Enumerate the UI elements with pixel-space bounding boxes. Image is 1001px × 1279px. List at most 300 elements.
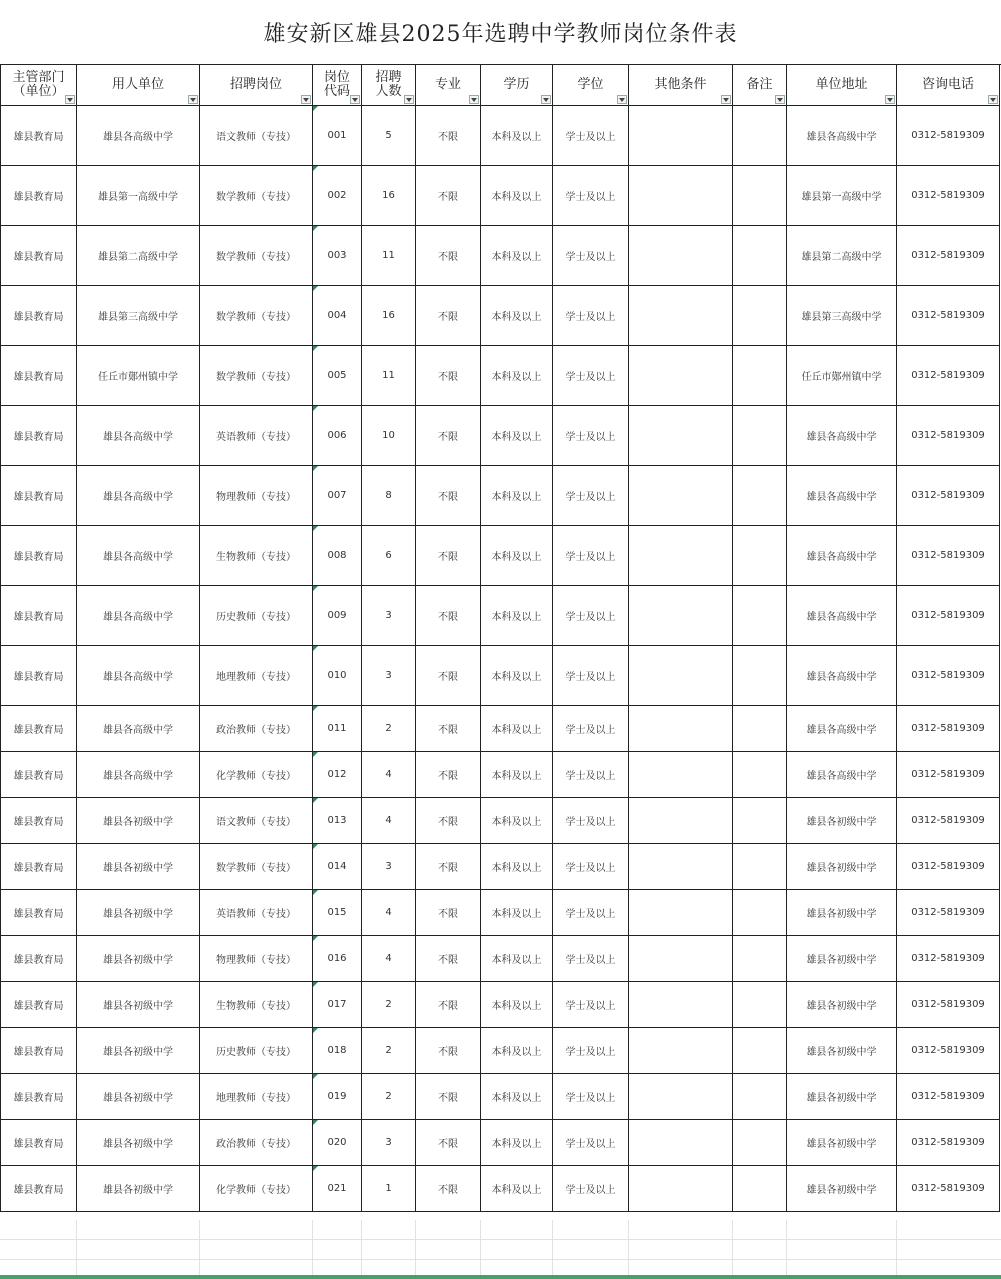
cell-edu[interactable]: 本科及以上	[481, 706, 553, 752]
cell-note[interactable]	[733, 982, 787, 1028]
filter-dropdown-icon[interactable]	[65, 95, 75, 104]
cell-phone[interactable]: 0312-5819309	[897, 1120, 1000, 1166]
cell-unit[interactable]: 雄县第二高级中学	[77, 226, 200, 286]
cell-phone[interactable]: 0312-5819309	[897, 706, 1000, 752]
cell-degree[interactable]: 学士及以上	[553, 406, 629, 466]
cell-comment-marker-icon	[313, 1166, 318, 1171]
cell-unit[interactable]: 雄县第一高级中学	[77, 166, 200, 226]
cell-post[interactable]: 历史教师（专技）	[200, 586, 313, 646]
cell-num[interactable]: 2	[362, 1074, 416, 1120]
cell-dept[interactable]: 雄县教育局	[1, 646, 77, 706]
cell-other[interactable]	[629, 346, 733, 406]
cell-edu[interactable]: 本科及以上	[481, 1074, 553, 1120]
cell-post[interactable]: 数学教师（专技）	[200, 844, 313, 890]
cell-major[interactable]: 不限	[416, 226, 481, 286]
header-addr[interactable]	[787, 65, 897, 106]
cell-post[interactable]: 政治教师（专技）	[200, 1120, 313, 1166]
cell-unit[interactable]: 雄县各高级中学	[77, 526, 200, 586]
cell-note[interactable]	[733, 1120, 787, 1166]
cell-unit[interactable]: 雄县各初级中学	[77, 1074, 200, 1120]
cell-addr[interactable]: 任丘市鄚州镇中学	[787, 346, 897, 406]
cell-phone[interactable]: 0312-5819309	[897, 752, 1000, 798]
filter-dropdown-icon[interactable]	[541, 95, 551, 104]
cell-phone[interactable]: 0312-5819309	[897, 890, 1000, 936]
cell-major[interactable]: 不限	[416, 346, 481, 406]
cell-dept[interactable]: 雄县教育局	[1, 982, 77, 1028]
cell-note[interactable]	[733, 936, 787, 982]
cell-other[interactable]	[629, 1028, 733, 1074]
cell-phone[interactable]: 0312-5819309	[897, 982, 1000, 1028]
cell-other[interactable]	[629, 890, 733, 936]
cell-note[interactable]	[733, 286, 787, 346]
cell-code[interactable]	[313, 1166, 362, 1212]
cell-edu[interactable]: 本科及以上	[481, 346, 553, 406]
cell-major[interactable]: 不限	[416, 166, 481, 226]
cell-phone[interactable]: 0312-5819309	[897, 406, 1000, 466]
cell-degree[interactable]: 学士及以上	[553, 466, 629, 526]
cell-major[interactable]: 不限	[416, 106, 481, 166]
cell-code[interactable]	[313, 982, 362, 1028]
header-label: 学历	[503, 77, 530, 92]
cell-code[interactable]	[313, 936, 362, 982]
cell-num[interactable]: 16	[362, 286, 416, 346]
cell-degree[interactable]: 学士及以上	[553, 982, 629, 1028]
cell-note[interactable]	[733, 844, 787, 890]
cell-addr[interactable]: 雄县各高级中学	[787, 526, 897, 586]
cell-comment-marker-icon	[313, 1074, 318, 1079]
cell-code[interactable]	[313, 1074, 362, 1120]
header-note[interactable]	[733, 65, 787, 106]
cell-note[interactable]	[733, 752, 787, 798]
cell-degree[interactable]: 学士及以上	[553, 226, 629, 286]
cell-dept[interactable]: 雄县教育局	[1, 346, 77, 406]
cell-major[interactable]: 不限	[416, 982, 481, 1028]
cell-addr[interactable]: 雄县各初级中学	[787, 844, 897, 890]
cell-unit[interactable]: 雄县各高级中学	[77, 586, 200, 646]
cell-addr[interactable]: 雄县各初级中学	[787, 890, 897, 936]
cell-post[interactable]: 政治教师（专技）	[200, 706, 313, 752]
page-title: 雄安新区雄县2025年选聘中学教师岗位条件表	[0, 0, 1001, 65]
cell-post[interactable]: 历史教师（专技）	[200, 1028, 313, 1074]
cell-phone[interactable]: 0312-5819309	[897, 1028, 1000, 1074]
cell-code[interactable]	[313, 346, 362, 406]
cell-other[interactable]	[629, 936, 733, 982]
cell-other[interactable]	[629, 166, 733, 226]
filter-dropdown-icon[interactable]	[469, 95, 479, 104]
cell-major[interactable]: 不限	[416, 526, 481, 586]
cell-degree[interactable]: 学士及以上	[553, 890, 629, 936]
cell-edu[interactable]: 本科及以上	[481, 890, 553, 936]
table-row	[1, 646, 1000, 706]
cell-num[interactable]: 11	[362, 346, 416, 406]
gridline	[552, 1220, 553, 1279]
cell-phone[interactable]: 0312-5819309	[897, 286, 1000, 346]
cell-code[interactable]	[313, 526, 362, 586]
cell-addr[interactable]: 雄县各初级中学	[787, 1028, 897, 1074]
cell-post[interactable]: 数学教师（专技）	[200, 226, 313, 286]
cell-unit[interactable]: 雄县各初级中学	[77, 1166, 200, 1212]
cell-edu[interactable]: 本科及以上	[481, 226, 553, 286]
cell-other[interactable]	[629, 752, 733, 798]
filter-dropdown-icon[interactable]	[775, 95, 785, 104]
cell-phone[interactable]: 0312-5819309	[897, 1166, 1000, 1212]
cell-edu[interactable]: 本科及以上	[481, 106, 553, 166]
cell-note[interactable]	[733, 526, 787, 586]
cell-phone[interactable]: 0312-5819309	[897, 526, 1000, 586]
cell-edu[interactable]: 本科及以上	[481, 1166, 553, 1212]
cell-code[interactable]	[313, 646, 362, 706]
cell-other[interactable]	[629, 1166, 733, 1212]
cell-degree[interactable]: 学士及以上	[553, 936, 629, 982]
header-label: 用人单位	[111, 77, 164, 92]
cell-unit[interactable]: 雄县各高级中学	[77, 706, 200, 752]
cell-edu[interactable]: 本科及以上	[481, 1028, 553, 1074]
cell-unit[interactable]: 雄县各高级中学	[77, 646, 200, 706]
filter-dropdown-icon[interactable]	[885, 95, 895, 104]
cell-edu[interactable]: 本科及以上	[481, 286, 553, 346]
table-row	[1, 406, 1000, 466]
header-dept-line2: （单位）	[12, 84, 65, 99]
cell-note[interactable]	[733, 346, 787, 406]
cell-other[interactable]	[629, 646, 733, 706]
cell-dept[interactable]: 雄县教育局	[1, 798, 77, 844]
filter-dropdown-icon[interactable]	[188, 95, 198, 104]
header-dept[interactable]	[1, 65, 77, 106]
cell-dept[interactable]: 雄县教育局	[1, 890, 77, 936]
cell-addr[interactable]: 雄县各高级中学	[787, 752, 897, 798]
table-row	[1, 466, 1000, 526]
cell-major[interactable]: 不限	[416, 586, 481, 646]
cell-post[interactable]: 物理教师（专技）	[200, 936, 313, 982]
cell-unit[interactable]: 雄县各高级中学	[77, 106, 200, 166]
cell-unit[interactable]: 雄县各高级中学	[77, 406, 200, 466]
header-num[interactable]	[362, 65, 416, 106]
cell-other[interactable]	[629, 982, 733, 1028]
cell-note[interactable]	[733, 1074, 787, 1120]
cell-phone[interactable]: 0312-5819309	[897, 106, 1000, 166]
cell-degree[interactable]: 学士及以上	[553, 526, 629, 586]
cell-addr[interactable]: 雄县各初级中学	[787, 798, 897, 844]
cell-note[interactable]	[733, 1166, 787, 1212]
cell-phone[interactable]: 0312-5819309	[897, 346, 1000, 406]
cell-unit[interactable]: 雄县各初级中学	[77, 982, 200, 1028]
cell-addr[interactable]: 雄县各初级中学	[787, 982, 897, 1028]
cell-dept[interactable]: 雄县教育局	[1, 844, 77, 890]
cell-other[interactable]	[629, 226, 733, 286]
cell-other[interactable]	[629, 106, 733, 166]
cell-unit[interactable]: 雄县各初级中学	[77, 1120, 200, 1166]
cell-num[interactable]: 3	[362, 586, 416, 646]
cell-code-text: 017	[327, 999, 347, 1010]
gridline	[480, 1220, 481, 1279]
cell-code[interactable]	[313, 586, 362, 646]
cell-edu[interactable]: 本科及以上	[481, 646, 553, 706]
cell-dept[interactable]: 雄县教育局	[1, 226, 77, 286]
cell-degree[interactable]: 学士及以上	[553, 646, 629, 706]
gridline	[786, 1220, 787, 1279]
cell-code-text: 003	[327, 250, 347, 261]
cell-num[interactable]: 1	[362, 1166, 416, 1212]
cell-dept[interactable]: 雄县教育局	[1, 586, 77, 646]
cell-num[interactable]: 8	[362, 466, 416, 526]
cell-dept[interactable]: 雄县教育局	[1, 526, 77, 586]
cell-phone[interactable]: 0312-5819309	[897, 226, 1000, 286]
cell-num[interactable]: 4	[362, 752, 416, 798]
cell-code[interactable]	[313, 286, 362, 346]
cell-edu[interactable]: 本科及以上	[481, 1120, 553, 1166]
cell-major[interactable]: 不限	[416, 706, 481, 752]
cell-code-text: 007	[327, 490, 347, 501]
cell-degree[interactable]: 学士及以上	[553, 586, 629, 646]
cell-num[interactable]: 16	[362, 166, 416, 226]
cell-comment-marker-icon	[313, 106, 318, 111]
cell-dept[interactable]: 雄县教育局	[1, 1074, 77, 1120]
cell-post[interactable]: 生物教师（专技）	[200, 982, 313, 1028]
cell-code[interactable]	[313, 166, 362, 226]
cell-addr[interactable]: 雄县各初级中学	[787, 936, 897, 982]
cell-degree[interactable]: 学士及以上	[553, 166, 629, 226]
cell-edu[interactable]: 本科及以上	[481, 936, 553, 982]
table-row	[1, 106, 1000, 166]
cell-degree[interactable]: 学士及以上	[553, 346, 629, 406]
cell-edu[interactable]: 本科及以上	[481, 844, 553, 890]
cell-edu[interactable]: 本科及以上	[481, 166, 553, 226]
cell-other[interactable]	[629, 1120, 733, 1166]
cell-degree[interactable]: 学士及以上	[553, 706, 629, 752]
cell-edu[interactable]: 本科及以上	[481, 586, 553, 646]
cell-degree[interactable]: 学士及以上	[553, 1166, 629, 1212]
cell-major[interactable]: 不限	[416, 646, 481, 706]
cell-major[interactable]: 不限	[416, 1074, 481, 1120]
cell-dept[interactable]: 雄县教育局	[1, 166, 77, 226]
cell-degree[interactable]: 学士及以上	[553, 844, 629, 890]
cell-other[interactable]	[629, 286, 733, 346]
cell-unit[interactable]: 雄县各初级中学	[77, 936, 200, 982]
cell-addr[interactable]: 雄县各高级中学	[787, 406, 897, 466]
cell-addr[interactable]: 雄县各初级中学	[787, 1120, 897, 1166]
cell-num[interactable]: 6	[362, 526, 416, 586]
cell-code[interactable]	[313, 1028, 362, 1074]
cell-edu[interactable]: 本科及以上	[481, 406, 553, 466]
cell-unit[interactable]: 雄县各高级中学	[77, 466, 200, 526]
cell-post[interactable]: 化学教师（专技）	[200, 752, 313, 798]
cell-post[interactable]: 数学教师（专技）	[200, 286, 313, 346]
cell-unit[interactable]: 雄县各初级中学	[77, 1028, 200, 1074]
cell-phone[interactable]: 0312-5819309	[897, 936, 1000, 982]
cell-dept[interactable]: 雄县教育局	[1, 466, 77, 526]
cell-code[interactable]	[313, 706, 362, 752]
cell-code[interactable]	[313, 226, 362, 286]
cell-post[interactable]: 化学教师（专技）	[200, 1166, 313, 1212]
cell-note[interactable]	[733, 798, 787, 844]
cell-phone[interactable]: 0312-5819309	[897, 166, 1000, 226]
header-unit[interactable]	[77, 65, 200, 106]
cell-dept[interactable]: 雄县教育局	[1, 752, 77, 798]
cell-dept[interactable]: 雄县教育局	[1, 1166, 77, 1212]
cell-note[interactable]	[733, 106, 787, 166]
cell-phone[interactable]: 0312-5819309	[897, 844, 1000, 890]
cell-code[interactable]	[313, 406, 362, 466]
cell-degree[interactable]: 学士及以上	[553, 286, 629, 346]
cell-post[interactable]: 数学教师（专技）	[200, 346, 313, 406]
cell-post[interactable]: 生物教师（专技）	[200, 526, 313, 586]
cell-major[interactable]: 不限	[416, 1120, 481, 1166]
cell-other[interactable]	[629, 526, 733, 586]
header-code[interactable]	[313, 65, 362, 106]
filter-dropdown-icon[interactable]	[350, 95, 360, 104]
cell-edu[interactable]: 本科及以上	[481, 466, 553, 526]
cell-addr[interactable]: 雄县各高级中学	[787, 466, 897, 526]
filter-dropdown-icon[interactable]	[988, 95, 998, 104]
cell-other[interactable]	[629, 798, 733, 844]
cell-num[interactable]: 2	[362, 1028, 416, 1074]
cell-phone[interactable]: 0312-5819309	[897, 646, 1000, 706]
header-edu[interactable]	[481, 65, 553, 106]
cell-post[interactable]: 语文教师（专技）	[200, 106, 313, 166]
cell-unit[interactable]: 雄县各初级中学	[77, 890, 200, 936]
cell-phone[interactable]: 0312-5819309	[897, 798, 1000, 844]
cell-num[interactable]: 4	[362, 798, 416, 844]
cell-edu[interactable]: 本科及以上	[481, 798, 553, 844]
filter-dropdown-icon[interactable]	[617, 95, 627, 104]
cell-note[interactable]	[733, 166, 787, 226]
cell-major[interactable]: 不限	[416, 936, 481, 982]
filter-dropdown-icon[interactable]	[404, 95, 414, 104]
cell-other[interactable]	[629, 706, 733, 752]
cell-degree[interactable]: 学士及以上	[553, 1074, 629, 1120]
cell-num[interactable]: 4	[362, 936, 416, 982]
cell-num[interactable]: 3	[362, 1120, 416, 1166]
header-row	[1, 65, 1000, 106]
cell-other[interactable]	[629, 406, 733, 466]
cell-code-text: 011	[327, 723, 347, 734]
cell-phone[interactable]: 0312-5819309	[897, 466, 1000, 526]
cell-note[interactable]	[733, 706, 787, 752]
cell-other[interactable]	[629, 844, 733, 890]
cell-num[interactable]: 11	[362, 226, 416, 286]
cell-note[interactable]	[733, 890, 787, 936]
cell-note[interactable]	[733, 466, 787, 526]
cell-note[interactable]	[733, 1028, 787, 1074]
cell-code-text: 004	[327, 310, 347, 321]
cell-num[interactable]: 2	[362, 982, 416, 1028]
cell-num[interactable]: 3	[362, 844, 416, 890]
cell-dept[interactable]: 雄县教育局	[1, 406, 77, 466]
cell-code[interactable]	[313, 106, 362, 166]
cell-other[interactable]	[629, 466, 733, 526]
header-phone[interactable]	[897, 65, 1000, 106]
cell-edu[interactable]: 本科及以上	[481, 526, 553, 586]
cell-major[interactable]: 不限	[416, 844, 481, 890]
cell-post[interactable]: 语文教师（专技）	[200, 798, 313, 844]
cell-addr[interactable]: 雄县各高级中学	[787, 586, 897, 646]
cell-addr[interactable]: 雄县各高级中学	[787, 706, 897, 752]
header-post[interactable]	[200, 65, 313, 106]
cell-addr[interactable]: 雄县各初级中学	[787, 1166, 897, 1212]
cell-dept[interactable]: 雄县教育局	[1, 286, 77, 346]
cell-addr[interactable]: 雄县第一高级中学	[787, 166, 897, 226]
header-other[interactable]	[629, 65, 733, 106]
cell-post[interactable]: 地理教师（专技）	[200, 646, 313, 706]
cell-code[interactable]	[313, 844, 362, 890]
cell-num[interactable]: 5	[362, 106, 416, 166]
cell-post[interactable]: 物理教师（专技）	[200, 466, 313, 526]
cell-code[interactable]	[313, 1120, 362, 1166]
cell-degree[interactable]: 学士及以上	[553, 752, 629, 798]
cell-addr[interactable]: 雄县第三高级中学	[787, 286, 897, 346]
cell-comment-marker-icon	[313, 466, 318, 471]
cell-degree[interactable]: 学士及以上	[553, 1120, 629, 1166]
cell-dept[interactable]: 雄县教育局	[1, 1120, 77, 1166]
cell-post[interactable]: 英语教师（专技）	[200, 890, 313, 936]
cell-phone[interactable]: 0312-5819309	[897, 586, 1000, 646]
cell-code[interactable]	[313, 752, 362, 798]
cell-major[interactable]: 不限	[416, 286, 481, 346]
cell-unit[interactable]: 雄县各高级中学	[77, 752, 200, 798]
cell-addr[interactable]: 雄县第二高级中学	[787, 226, 897, 286]
cell-degree[interactable]: 学士及以上	[553, 798, 629, 844]
cell-post[interactable]: 英语教师（专技）	[200, 406, 313, 466]
cell-major[interactable]: 不限	[416, 752, 481, 798]
cell-addr[interactable]: 雄县各初级中学	[787, 1074, 897, 1120]
cell-dept[interactable]: 雄县教育局	[1, 706, 77, 752]
cell-post[interactable]: 数学教师（专技）	[200, 166, 313, 226]
cell-num[interactable]: 2	[362, 706, 416, 752]
cell-num[interactable]: 4	[362, 890, 416, 936]
filter-dropdown-icon[interactable]	[721, 95, 731, 104]
cell-edu[interactable]: 本科及以上	[481, 752, 553, 798]
header-degree[interactable]	[553, 65, 629, 106]
cell-phone[interactable]: 0312-5819309	[897, 1074, 1000, 1120]
cell-edu[interactable]: 本科及以上	[481, 982, 553, 1028]
cell-major[interactable]: 不限	[416, 1028, 481, 1074]
cell-code[interactable]	[313, 466, 362, 526]
header-major[interactable]	[416, 65, 481, 106]
cell-major[interactable]: 不限	[416, 406, 481, 466]
cell-note[interactable]	[733, 406, 787, 466]
cell-num[interactable]: 10	[362, 406, 416, 466]
cell-addr[interactable]: 雄县各高级中学	[787, 646, 897, 706]
cell-other[interactable]	[629, 1074, 733, 1120]
cell-unit[interactable]: 雄县各初级中学	[77, 844, 200, 890]
cell-unit[interactable]: 雄县第三高级中学	[77, 286, 200, 346]
filter-dropdown-icon[interactable]	[301, 95, 311, 104]
cell-note[interactable]	[733, 646, 787, 706]
cell-degree[interactable]: 学士及以上	[553, 106, 629, 166]
cell-major[interactable]: 不限	[416, 1166, 481, 1212]
cell-unit[interactable]: 雄县各初级中学	[77, 798, 200, 844]
cell-code[interactable]	[313, 890, 362, 936]
cell-code-text: 016	[327, 953, 347, 964]
cell-addr[interactable]: 雄县各高级中学	[787, 106, 897, 166]
table-row	[1, 890, 1000, 936]
cell-dept[interactable]: 雄县教育局	[1, 936, 77, 982]
cell-major[interactable]: 不限	[416, 466, 481, 526]
cell-major[interactable]: 不限	[416, 798, 481, 844]
cell-note[interactable]	[733, 586, 787, 646]
cell-major[interactable]: 不限	[416, 890, 481, 936]
table-row	[1, 1120, 1000, 1166]
cell-degree[interactable]: 学士及以上	[553, 1028, 629, 1074]
cell-other[interactable]	[629, 586, 733, 646]
cell-code[interactable]	[313, 798, 362, 844]
cell-note[interactable]	[733, 226, 787, 286]
cell-unit[interactable]: 任丘市鄚州镇中学	[77, 346, 200, 406]
cell-dept[interactable]: 雄县教育局	[1, 106, 77, 166]
cell-num[interactable]: 3	[362, 646, 416, 706]
cell-post[interactable]: 地理教师（专技）	[200, 1074, 313, 1120]
cell-dept[interactable]: 雄县教育局	[1, 1028, 77, 1074]
